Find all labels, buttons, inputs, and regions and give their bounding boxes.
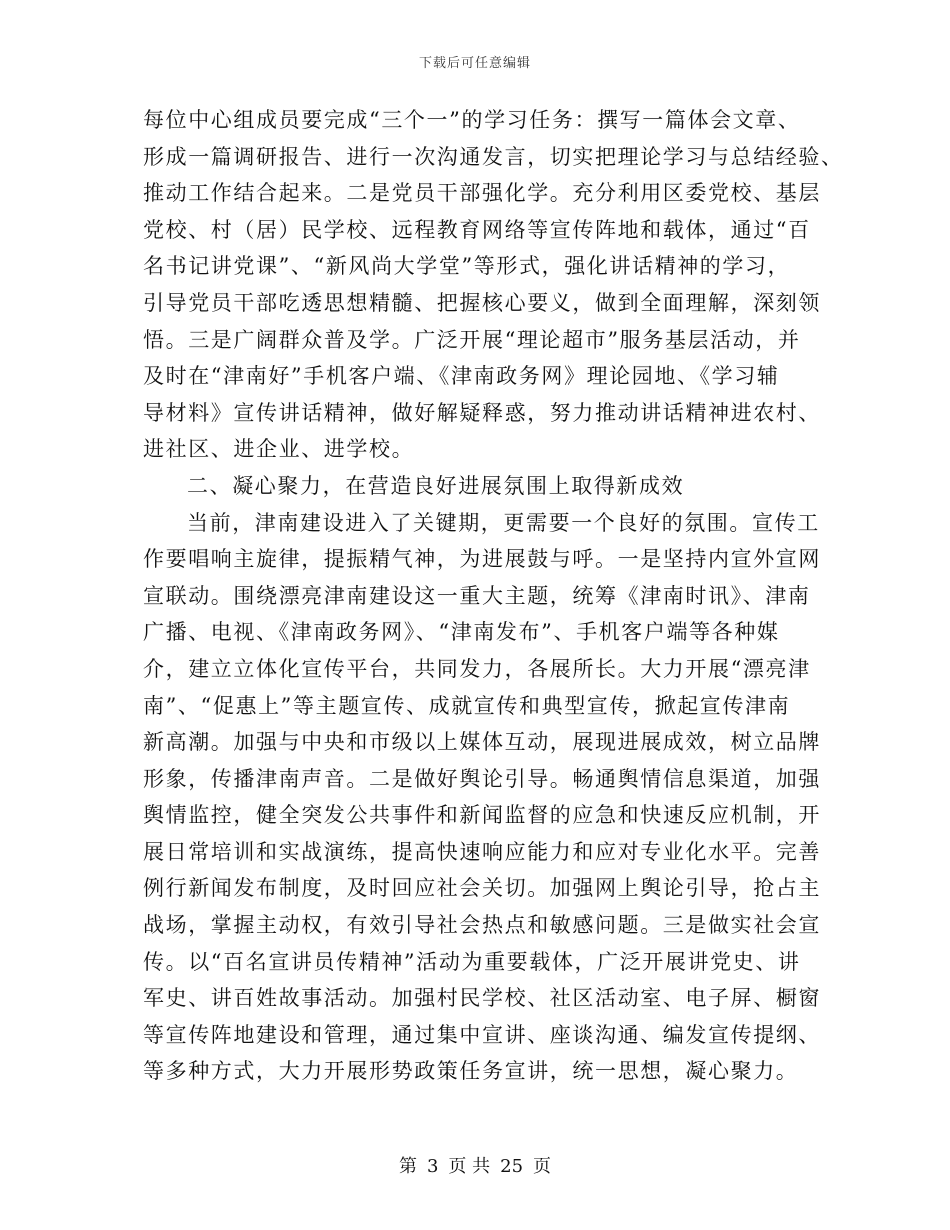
footer-prefix: 第	[398, 1156, 417, 1177]
text-line: 军史、讲百姓故事活动。加强村民学校、社区活动室、电子屏、橱窗	[143, 986, 821, 1011]
text-line: 战场，掌握主动权，有效引导社会热点和敏感问题。三是做实社会宣	[143, 913, 821, 938]
page-header-note: 下载后可任意编辑	[418, 56, 531, 71]
text-line: 等宣传阵地建设和管理，通过集中宣讲、座谈沟通、编发宣传提纲、	[143, 1022, 821, 1047]
text-line: 展日常培训和实战演练，提高快速响应能力和应对专业化水平。完善	[143, 839, 821, 864]
text-line: 广播、电视、《津南政务网》、“津南发布”、手机客户端等各种媒	[143, 620, 780, 645]
text-line: 及时在“津南好”手机客户端、《津南政务网》理论园地、《学习辅	[143, 364, 780, 389]
text-line: 作要唱响主旋律，提振精气神，为进展鼓与呼。一是坚持内宣外宣网	[143, 547, 821, 572]
text-line: 进社区、进企业、进学校。	[143, 437, 415, 462]
text-line: 介，建立立体化宣传平台，共同发力，各展所长。大力开展“漂亮津	[143, 656, 811, 681]
text-line: 南”、“促惠上”等主题宣传、成就宣传和典型宣传，掀起宣传津南	[143, 693, 791, 718]
text-line: 每位中心组成员要完成“三个一”的学习任务：撰写一篇体会文章、	[143, 108, 801, 132]
footer-page-number: 3	[426, 1156, 439, 1177]
text-line: 悟。三是广阔群众普及学。广泛开展“理论超市”服务基层活动，并	[143, 327, 801, 352]
text-line: 形成一篇调研报告、进行一次沟通发言，切实把理论学习与总结经验、	[143, 144, 844, 169]
document-body	[143, 102, 844, 1090]
section-heading: 二、凝心聚力，在营造良好进展氛围上取得新成效	[187, 473, 685, 498]
text-line: 党校、村（居）民学校、远程教育网络等宣传阵地和载体，通过“百	[143, 217, 811, 242]
text-line: 名书记讲党课”、“新风尚大学堂”等形式，强化讲话精神的学习，	[143, 254, 791, 279]
text-line: 新高潮。加强与中央和市级以上媒体互动，展现进展成效，树立品牌	[143, 730, 821, 755]
text-line: 引导党员干部吃透思想精髓、把握核心要义，做到全面理解，深刻领	[143, 290, 821, 315]
text-line: 宣联动。围绕漂亮津南建设这一重大主题，统筹《津南时讯》、津南	[143, 583, 811, 608]
footer-middle: 页 共	[448, 1156, 491, 1177]
text-line: 传。以“百名宣讲员传精神”活动为重要载体，广泛开展讲党史、讲	[143, 949, 801, 974]
text-line: 形象，传播津南声音。二是做好舆论引导。畅通舆情信息渠道，加强	[143, 766, 821, 791]
page-footer	[0, 1152, 950, 1178]
text-line: 等多种方式，大力开展形势政策任务宣讲，统一思想，凝心聚力。	[143, 1059, 799, 1084]
text-line: 舆情监控，健全突发公共事件和新闻监督的应急和快速反应机制，开	[143, 803, 821, 828]
text-line: 例行新闻发布制度，及时回应社会关切。加强网上舆论引导，抢占主	[143, 876, 821, 901]
footer-suffix: 页	[533, 1156, 552, 1177]
text-line: 推动工作结合起来。二是党员干部强化学。充分利用区委党校、基层	[143, 181, 821, 206]
footer-total-pages: 25	[500, 1156, 524, 1177]
text-line: 导材料》宣传讲话精神，做好解疑释惑，努力推动讲话精神进农村、	[143, 400, 821, 425]
text-line: 当前，津南建设进入了关键期，更需要一个良好的氛围。宣传工	[187, 510, 820, 535]
